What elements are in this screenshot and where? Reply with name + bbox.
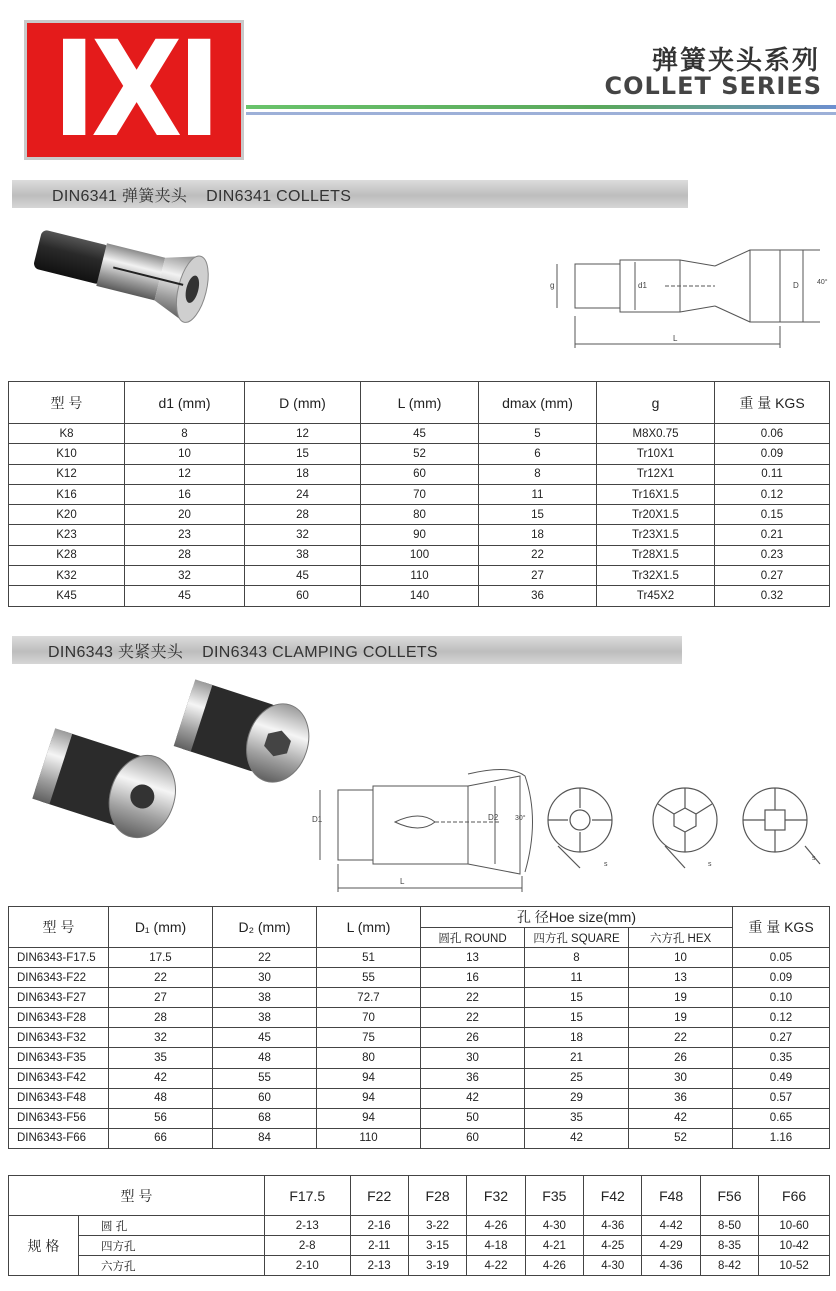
table-cell: 0.15	[715, 505, 830, 525]
table-cell: 45	[245, 566, 361, 586]
table-row	[9, 464, 830, 484]
table-row	[9, 1128, 830, 1148]
table-cell: 2-10	[264, 1256, 350, 1276]
table-cell: 60	[421, 1128, 525, 1148]
col-header: F42	[584, 1176, 642, 1216]
table-cell: 0.27	[733, 1028, 830, 1048]
table-cell: 19	[629, 988, 733, 1008]
drawing-label-s-hex: s	[708, 861, 712, 868]
ixi-logo	[24, 13, 244, 167]
table-row	[9, 968, 830, 988]
table-cell: 18	[245, 464, 361, 484]
table-cell: 3-19	[408, 1256, 466, 1276]
table-cell: 4-26	[525, 1256, 583, 1276]
table-cell: 4-36	[642, 1256, 700, 1276]
table-cell: 11	[479, 484, 597, 504]
table-cell: 22	[213, 948, 317, 968]
table-cell: 16	[125, 484, 245, 504]
table-cell: 70	[361, 484, 479, 504]
table-cell: 42	[629, 1108, 733, 1128]
table-cell: 35	[109, 1048, 213, 1068]
table-cell: 38	[245, 545, 361, 565]
table-cell: Tr16X1.5	[597, 484, 715, 504]
table-cell: 20	[125, 505, 245, 525]
table-cell: 70	[317, 1008, 421, 1028]
drawing-label-D2: D2	[488, 813, 499, 822]
table-row	[9, 1216, 830, 1236]
table-cell: K45	[9, 586, 125, 606]
table-cell: 0.49	[733, 1068, 830, 1088]
table-cell: 19	[629, 1008, 733, 1028]
table-cell: 5	[479, 424, 597, 444]
table-cell: 13	[629, 968, 733, 988]
table-cell: 15	[479, 505, 597, 525]
table-cell: 32	[125, 566, 245, 586]
table-cell: DIN6343-F32	[9, 1028, 109, 1048]
drawing-label-d1: d1	[638, 281, 647, 290]
table-cell: 100	[361, 545, 479, 565]
table-row	[9, 1048, 830, 1068]
table-cell: 22	[421, 988, 525, 1008]
drawing-label-L: L	[673, 334, 678, 343]
din6343-collet-photo	[20, 676, 320, 856]
table-cell: 72.7	[317, 988, 421, 1008]
table-row	[9, 545, 830, 565]
col-header-hole-size: 孔 径Hoe size(mm)	[421, 907, 733, 928]
drawing-label-D: D	[793, 281, 799, 290]
table-cell: 90	[361, 525, 479, 545]
table-cell: 140	[361, 586, 479, 606]
table-cell: 38	[213, 988, 317, 1008]
table-cell: DIN6343-F48	[9, 1088, 109, 1108]
table-header-row	[9, 1176, 830, 1216]
table-cell: 45	[125, 586, 245, 606]
table-row	[9, 1236, 830, 1256]
table-row	[9, 586, 830, 606]
table-cell: 4-36	[584, 1216, 642, 1236]
section2-title: DIN6343 夹紧夹头 DIN6343 CLAMPING COLLETS	[48, 643, 438, 661]
table-cell: K16	[9, 484, 125, 504]
table-cell: 0.21	[715, 525, 830, 545]
spec-label: 规 格	[9, 1216, 79, 1276]
row-label: 四方孔	[79, 1236, 265, 1256]
table-cell: 0.57	[733, 1088, 830, 1108]
col-header: F56	[700, 1176, 758, 1216]
din6343-spec-table	[8, 906, 830, 1149]
table-cell: 8-42	[700, 1256, 758, 1276]
col-header-round: 圆孔 ROUND	[421, 928, 525, 948]
table-cell: 36	[629, 1088, 733, 1108]
col-header: D (mm)	[245, 382, 361, 424]
table-cell: 45	[213, 1028, 317, 1048]
table-cell: K8	[9, 424, 125, 444]
table-row	[9, 424, 830, 444]
table-cell: 0.23	[715, 545, 830, 565]
table-cell: M8X0.75	[597, 424, 715, 444]
table-cell: 2-8	[264, 1236, 350, 1256]
table-cell: 4-30	[525, 1216, 583, 1236]
table-cell: 8-50	[700, 1216, 758, 1236]
table-cell: 27	[479, 566, 597, 586]
table-cell: 16	[421, 968, 525, 988]
table-cell: 0.05	[733, 948, 830, 968]
table-cell: 80	[317, 1048, 421, 1068]
table-cell: 56	[109, 1108, 213, 1128]
table-cell: K10	[9, 444, 125, 464]
table-cell: 0.10	[733, 988, 830, 1008]
table-cell: 0.12	[715, 484, 830, 504]
table-cell: 50	[421, 1108, 525, 1128]
table-cell: 66	[109, 1128, 213, 1148]
col-header: 重 量 KGS	[733, 907, 830, 948]
hole-range-table	[8, 1175, 830, 1276]
table-cell: Tr12X1	[597, 464, 715, 484]
col-header: L (mm)	[317, 907, 421, 948]
table-cell: 94	[317, 1068, 421, 1088]
table-cell: 22	[479, 545, 597, 565]
table-row	[9, 1068, 830, 1088]
drawing-label-D1: D1	[312, 815, 323, 824]
table-cell: 0.09	[715, 444, 830, 464]
table-cell: 60	[361, 464, 479, 484]
table-cell: 4-25	[584, 1236, 642, 1256]
col-header-hex: 六方孔 HEX	[629, 928, 733, 948]
table-cell: 75	[317, 1028, 421, 1048]
table-cell: 8	[479, 464, 597, 484]
col-header: dmax (mm)	[479, 382, 597, 424]
table-cell: DIN6343-F22	[9, 968, 109, 988]
row-label: 圆 孔	[79, 1216, 265, 1236]
table-cell: 4-18	[467, 1236, 525, 1256]
table-cell: 4-42	[642, 1216, 700, 1236]
col-header: F17.5	[264, 1176, 350, 1216]
series-title-cn: 弹簧夹头系列	[651, 46, 820, 76]
section1-banner	[12, 180, 688, 208]
table-cell: DIN6343-F42	[9, 1068, 109, 1088]
table-cell: 28	[245, 505, 361, 525]
table-cell: 55	[317, 968, 421, 988]
table-cell: 0.65	[733, 1108, 830, 1128]
section2-banner	[12, 636, 682, 664]
table-cell: 13	[421, 948, 525, 968]
table-row	[9, 1008, 830, 1028]
table-cell: 24	[245, 484, 361, 504]
table-cell: 22	[629, 1028, 733, 1048]
table-cell: DIN6343-F28	[9, 1008, 109, 1028]
table-cell: 25	[525, 1068, 629, 1088]
table-cell: 8	[125, 424, 245, 444]
table-cell: 32	[109, 1028, 213, 1048]
table-row	[9, 566, 830, 586]
table-cell: 48	[213, 1048, 317, 1068]
table-cell: 2-13	[264, 1216, 350, 1236]
table-cell: 0.35	[733, 1048, 830, 1068]
col-header: d1 (mm)	[125, 382, 245, 424]
col-header: 型 号	[9, 382, 125, 424]
table-cell: 36	[479, 586, 597, 606]
table-cell: Tr23X1.5	[597, 525, 715, 545]
table-cell: 8-35	[700, 1236, 758, 1256]
col-header: g	[597, 382, 715, 424]
table-cell: Tr45X2	[597, 586, 715, 606]
table-row	[9, 988, 830, 1008]
table-cell: 29	[525, 1088, 629, 1108]
header-rule	[246, 105, 836, 109]
col-header: F35	[525, 1176, 583, 1216]
table-cell: 45	[361, 424, 479, 444]
table-row	[9, 525, 830, 545]
table-cell: K12	[9, 464, 125, 484]
table-row	[9, 948, 830, 968]
table-cell: 0.11	[715, 464, 830, 484]
table-cell: 10-42	[759, 1236, 830, 1256]
col-header: F28	[408, 1176, 466, 1216]
table-row	[9, 1256, 830, 1276]
table-cell: 15	[525, 988, 629, 1008]
table-cell: 6	[479, 444, 597, 464]
table-cell: 30	[629, 1068, 733, 1088]
drawing-label-L: L	[400, 877, 405, 886]
table-cell: DIN6343-F35	[9, 1048, 109, 1068]
table-cell: 4-29	[642, 1236, 700, 1256]
table-header-row	[9, 382, 830, 424]
table-cell: 15	[245, 444, 361, 464]
table-cell: 1.16	[733, 1128, 830, 1148]
drawing-label-s-square: s	[812, 855, 816, 862]
table-cell: 4-22	[467, 1256, 525, 1276]
table-cell: 10	[125, 444, 245, 464]
col-header-square: 四方孔 SQUARE	[525, 928, 629, 948]
din6343-technical-drawing	[300, 760, 830, 900]
drawing-label-s-round: s	[604, 861, 608, 868]
table-cell: 30	[421, 1048, 525, 1068]
table-header-row	[9, 907, 830, 928]
din6341-spec-table	[8, 381, 830, 607]
col-header: L (mm)	[361, 382, 479, 424]
table-cell: 4-21	[525, 1236, 583, 1256]
table-cell: 27	[109, 988, 213, 1008]
col-header: F66	[759, 1176, 830, 1216]
table-cell: 0.32	[715, 586, 830, 606]
table-cell: Tr28X1.5	[597, 545, 715, 565]
table-cell: 80	[361, 505, 479, 525]
table-cell: 18	[479, 525, 597, 545]
table-cell: K23	[9, 525, 125, 545]
table-cell: 0.06	[715, 424, 830, 444]
table-cell: 110	[361, 566, 479, 586]
table-row	[9, 444, 830, 464]
col-header: D₂ (mm)	[213, 907, 317, 948]
table-cell: 11	[525, 968, 629, 988]
table-cell: 10	[629, 948, 733, 968]
table-cell: DIN6343-F17.5	[9, 948, 109, 968]
drawing-label-angle: 30°	[515, 815, 526, 822]
col-header: F32	[467, 1176, 525, 1216]
table-cell: 23	[125, 525, 245, 545]
table-cell: 4-30	[584, 1256, 642, 1276]
table-cell: 12	[245, 424, 361, 444]
table-cell: 2-11	[350, 1236, 408, 1256]
table-cell: 110	[317, 1128, 421, 1148]
table-cell: 42	[109, 1068, 213, 1088]
table-cell: 52	[361, 444, 479, 464]
table-cell: 60	[245, 586, 361, 606]
table-cell: Tr20X1.5	[597, 505, 715, 525]
table-cell: K20	[9, 505, 125, 525]
col-header: 型 号	[9, 1176, 265, 1216]
table-cell: K28	[9, 545, 125, 565]
table-cell: 32	[245, 525, 361, 545]
table-cell: DIN6343-F66	[9, 1128, 109, 1148]
table-cell: 8	[525, 948, 629, 968]
table-row	[9, 1108, 830, 1128]
table-row	[9, 505, 830, 525]
table-cell: 52	[629, 1128, 733, 1148]
table-cell: 12	[125, 464, 245, 484]
table-cell: 10-52	[759, 1256, 830, 1276]
table-cell: Tr10X1	[597, 444, 715, 464]
logo-text: IXI	[52, 13, 216, 167]
drawing-label-g: g	[550, 281, 555, 290]
table-cell: 48	[109, 1088, 213, 1108]
table-cell: 0.09	[733, 968, 830, 988]
table-cell: 10-60	[759, 1216, 830, 1236]
din6341-collet-photo	[22, 222, 222, 342]
table-cell: DIN6343-F27	[9, 988, 109, 1008]
table-cell: 30	[213, 968, 317, 988]
table-cell: 21	[525, 1048, 629, 1068]
table-row	[9, 1088, 830, 1108]
table-cell: 94	[317, 1088, 421, 1108]
table-cell: 42	[421, 1088, 525, 1108]
table-cell: 22	[109, 968, 213, 988]
table-cell: 18	[525, 1028, 629, 1048]
col-header: D₁ (mm)	[109, 907, 213, 948]
table-cell: 38	[213, 1008, 317, 1028]
table-cell: 94	[317, 1108, 421, 1128]
table-cell: 55	[213, 1068, 317, 1088]
table-cell: Tr32X1.5	[597, 566, 715, 586]
table-cell: 51	[317, 948, 421, 968]
table-cell: 36	[421, 1068, 525, 1088]
col-header: F22	[350, 1176, 408, 1216]
table-cell: 4-26	[467, 1216, 525, 1236]
table-cell: 0.27	[715, 566, 830, 586]
table-cell: 28	[125, 545, 245, 565]
header-rule-secondary	[246, 112, 836, 115]
table-cell: 0.12	[733, 1008, 830, 1028]
din6341-technical-drawing	[545, 236, 835, 354]
table-cell: 22	[421, 1008, 525, 1028]
table-cell: 60	[213, 1088, 317, 1108]
table-cell: 28	[109, 1008, 213, 1028]
table-cell: 35	[525, 1108, 629, 1128]
table-row	[9, 1028, 830, 1048]
table-cell: 15	[525, 1008, 629, 1028]
section1-title: DIN6341 弹簧夹头 DIN6341 COLLETS	[52, 187, 352, 205]
table-cell: 2-16	[350, 1216, 408, 1236]
drawing-label-angle: 40°	[817, 279, 828, 286]
table-cell: 3-22	[408, 1216, 466, 1236]
col-header: F48	[642, 1176, 700, 1216]
table-cell: 2-13	[350, 1256, 408, 1276]
table-row	[9, 484, 830, 504]
series-title-en: COLLET SERIES	[604, 72, 822, 100]
row-label: 六方孔	[79, 1256, 265, 1276]
table-cell: 17.5	[109, 948, 213, 968]
table-cell: 3-15	[408, 1236, 466, 1256]
table-cell: DIN6343-F56	[9, 1108, 109, 1128]
col-header: 重 量 KGS	[715, 382, 830, 424]
col-header: 型 号	[9, 907, 109, 948]
table-cell: K32	[9, 566, 125, 586]
table-cell: 26	[629, 1048, 733, 1068]
table-cell: 26	[421, 1028, 525, 1048]
table-cell: 84	[213, 1128, 317, 1148]
table-cell: 68	[213, 1108, 317, 1128]
table-cell: 42	[525, 1128, 629, 1148]
